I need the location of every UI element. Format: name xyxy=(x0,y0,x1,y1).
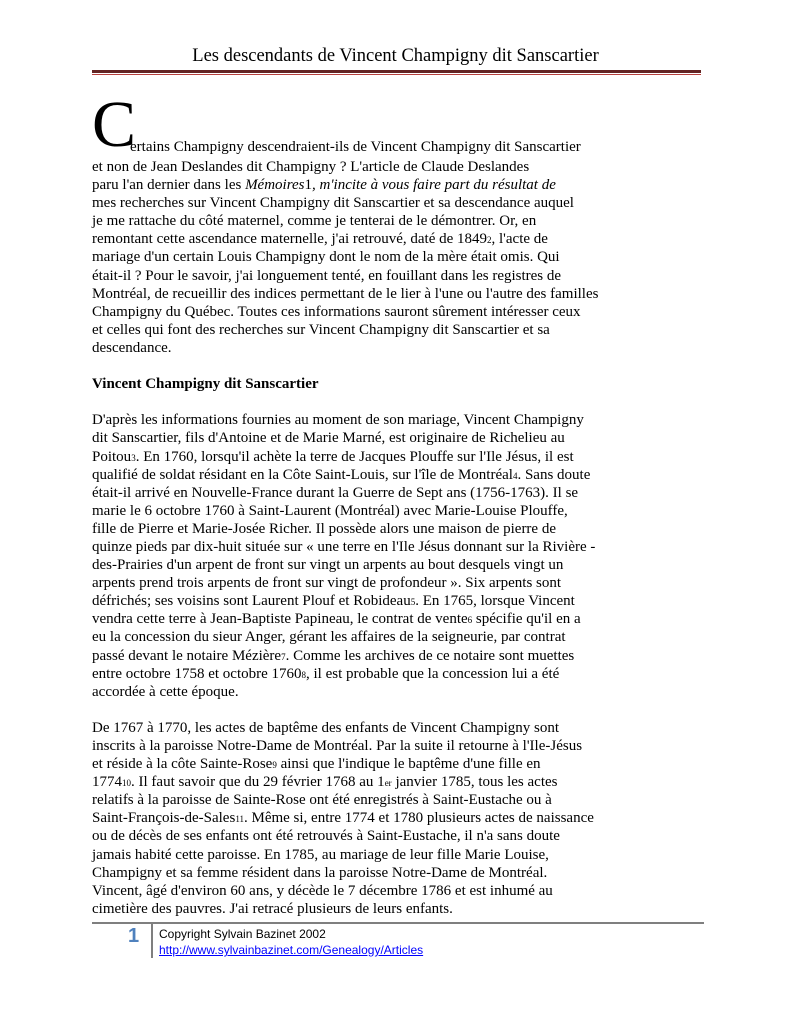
footer-link[interactable]: http://www.sylvainbazinet.com/Genealogy/Articles xyxy=(159,943,424,957)
text-line: eu la concession du sieur Anger, gérant les affaires de la seigneurie, par contrat xyxy=(92,629,566,646)
text-line: je me rattache du côté maternel, comme je tenterai de le démontrer. Or, en xyxy=(92,213,537,230)
text-line: marie le 6 octobre 1760 à Saint-Laurent (Montréal) avec Marie-Louise Plouffe, xyxy=(92,502,568,519)
text-line: entre octobre 1758 et octobre 17608, il est probable que la concession lui a été xyxy=(92,665,560,682)
text-line: remontant cette ascendance maternelle, j'ai retrouvé, daté de 18492, l'acte de xyxy=(92,231,548,248)
footnote-marker: 3 xyxy=(131,452,136,463)
text-line: Champigny et sa femme résident dans la paroisse Notre-Dame de Montréal. xyxy=(92,864,548,881)
footnote-marker: 2 xyxy=(487,235,492,246)
text-line: fille de Pierre et Marie-Josée Richer. Il possède alors une maison de pierre de xyxy=(92,520,556,537)
section-heading: Vincent Champigny dit Sanscartier xyxy=(92,376,319,393)
header-rule-thin xyxy=(92,74,701,75)
text-line: et non de Jean Deslandes dit Champigny ? L'article de Claude Deslandes xyxy=(92,159,530,175)
footnote-marker: 11 xyxy=(235,814,244,825)
text-line: Vincent, âgé d'environ 60 ans, y décède le 7 décembre 1786 et est inhumé au xyxy=(92,882,553,899)
text-line: ou de décès de ses enfants ont été retrouvés à Saint-Eustache, il n'a sans doute xyxy=(92,828,560,845)
footnote-marker: 4 xyxy=(512,470,518,481)
text-line: relatifs à la paroisse de Sainte-Rose ont été enregistrés à Saint-Eustache ou à xyxy=(92,792,552,809)
header-rule xyxy=(92,70,701,73)
text-line: Poitou3. En 1760, lorsqu'il achète la terre de Jacques Plouffe sur l'Ile Jésus, il est xyxy=(92,448,574,465)
italic-title: Mémoires xyxy=(245,177,305,194)
text-line: mariage d'un certain Louis Champigny dont le nom de la mère était omis. Qui xyxy=(92,249,560,266)
footer-copyright: Copyright Sylvain Bazinet 2002 xyxy=(159,927,326,941)
text-line: Montréal, de recueillir des indices permettant de le lier à l'une ou l'autre des familles xyxy=(92,285,599,302)
footer-divider xyxy=(151,924,153,958)
text-line: vendra cette terre à Jean-Baptiste Papineau, le contrat de vente6 spécifie qu'il en a xyxy=(92,611,581,628)
footnote-marker: er xyxy=(384,778,392,789)
text-line: était-il ? Pour le savoir, j'ai longuement tenté, en fouillant dans les registres de xyxy=(92,267,562,284)
text-line: et réside à la côte Sainte-Rose9 ainsi que l'indique le baptême d'une fille en xyxy=(92,756,541,773)
text-line: arpents prend trois arpents de front sur vingt de profondeur ». Six arpents sont xyxy=(92,575,562,592)
footnote-marker: 8 xyxy=(301,669,307,680)
footer-info xyxy=(159,926,423,958)
text-line: des-Prairies d'un arpent de front sur vingt un arpents au bout desquels vingt un xyxy=(92,557,564,574)
text-line: défrichés; ses voisins sont Laurent Plouf et Robideau5. En 1765, lorsque Vincent xyxy=(92,593,575,610)
text-line: D'après les informations fournies au moment de son mariage, Vincent Champigny xyxy=(92,412,584,429)
text-line: quinze pieds par dix-huit située sur « une terre en l'Ile Jésus donnant sur la Rivière - xyxy=(92,538,596,555)
article-body xyxy=(92,88,632,918)
text-line: mes recherches sur Vincent Champigny dit Sanscartier et sa descendance auquel xyxy=(92,195,574,212)
text-line: 177410. Il faut savoir que du 29 février 1768 au 1er janvier 1785, tous les actes xyxy=(92,774,558,791)
text-line: paru l'an dernier dans les Mémoires1, m'incite à vous faire part du résultat de xyxy=(92,177,556,194)
text-line: dit Sanscartier, fils d'Antoine et de Marie Marné, est originaire de Richelieu au xyxy=(92,430,565,447)
footer-rule xyxy=(92,922,704,924)
text-line: et celles qui font des recherches sur Vincent Champigny dit Sanscartier et sa xyxy=(92,321,550,338)
text-line: cimetière des pauvres. J'ai retracé plusieurs de leurs enfants. xyxy=(92,900,453,917)
text-line: jamais habité cette paroisse. En 1785, au mariage de leur fille Marie Louise, xyxy=(92,846,549,863)
footnote-marker: 10 xyxy=(122,778,131,789)
text-line: accordée à cette époque. xyxy=(92,683,239,700)
footnote-marker: 6 xyxy=(467,615,473,626)
footnote-marker: 5 xyxy=(410,597,416,608)
text-line: descendance. xyxy=(92,339,172,356)
text-line: inscrits à la paroisse Notre-Dame de Montréal. Par la suite il retourne à l'Ile-Jésus xyxy=(92,738,583,754)
page-header-title: Les descendants de Vincent Champigny dit Sanscartier xyxy=(192,46,599,66)
intro-paragraph xyxy=(92,158,632,357)
page-number: 1 xyxy=(128,925,140,947)
text-line: qualifié de soldat résidant en la Côte Saint-Louis, sur l'île de Montréal4. Sans doute xyxy=(92,466,591,483)
text-line: était-il arrivé en Nouvelle-France durant la Guerre de Sept ans (1756-1763). Il se xyxy=(92,484,579,501)
paragraph-1 xyxy=(92,411,632,701)
text-line: Champigny du Québec. Toutes ces informations sauront sûrement intéresser ceux xyxy=(92,303,581,320)
footnote-marker: 7 xyxy=(281,651,286,662)
text-line: De 1767 à 1770, les actes de baptême des enfants de Vincent Champigny sont xyxy=(92,719,560,736)
intro-first-line-text: ertains Champigny descendraient-ils de Vincent Champigny dit Sanscartier xyxy=(130,139,581,155)
italic-title: , m'incite à vous faire part du résultat de xyxy=(312,177,556,194)
intro-first-line xyxy=(92,88,632,161)
paragraph-2 xyxy=(92,719,632,918)
text-line: Saint-François-de-Sales11. Même si, entre 1774 et 1780 plusieurs actes de naissance xyxy=(92,810,594,827)
drop-cap: C xyxy=(92,88,137,161)
footnote-marker: 9 xyxy=(272,760,277,771)
text-line: passé devant le notaire Mézière7. Comme les archives de ce notaire sont muettes xyxy=(92,647,575,664)
